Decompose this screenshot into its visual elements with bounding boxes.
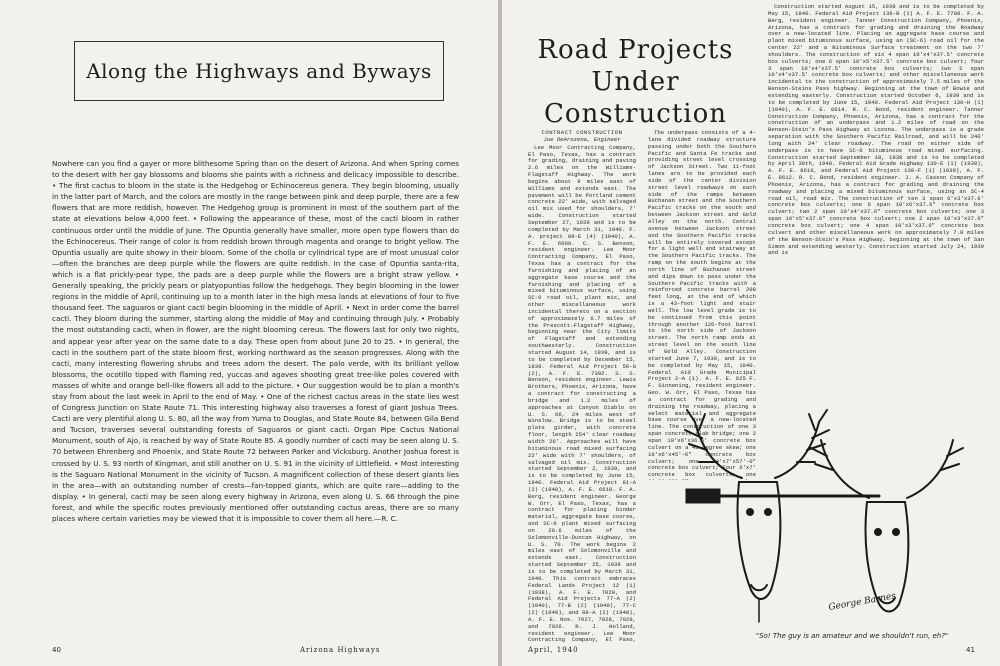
left-running-head: Arizona Highways (300, 646, 381, 654)
right-page-title (528, 34, 743, 130)
section-heading: CONTRACT CONSTRUCTION (541, 130, 623, 136)
left-title-box (74, 41, 444, 101)
title-line-1: Road Projects Under (537, 35, 734, 97)
left-moose (685, 410, 829, 622)
title-line-2: Construction (544, 99, 727, 129)
right-running-head: April, 1940 (528, 646, 579, 654)
cartoon-signature: George Barnes (827, 591, 897, 613)
highways-byways-article: Nowhere can you find a gayer or more blithesome Spring than on the desert of Arizona. And when Spring comes to the desert with her gay blossoms and blooms she paints with a richness and delicacy impossible to describe. • The first cactus to bloom in the state is the Hedgehog or Echinocereus genera. They begin blooming, usually in the latter part of March, and the colors are mostly in the range between pink and deep purple, there are a few flowers that are more reddish, however. The Hedgehog group is prominent in most of the southern part of the state at elevations below 4,000 feet. • Following the appearance of these, most of the cacti bloom in rather continuous order until the middle of June. The Opuntia generally have smaller, more open type flowers than do the Echinocereus. Their range of color is from reddish brown through magenta and orange to bright yellow. The Opuntia usually are quite showy in their bloom. Some of the cholla or cylindrical type are of most unusual color—often the branches are deep purple while the flowers are quite reddish. In the case of Opuntia santa-rita, which is a flat prickly-pear type, the pads are a deep purple while the flowers are a bright straw yellow. • Generally speaking, the prickly pears or platyopuntias follow the hedgehogs. They begin blooming in the lower regions in the middle of April, continuing up to a month later in the high mesa lands at elevations of four to five thousand feet. The saguaros or giant cacti begin blooming in the middle of April. • Next in order come the barrel cacti. They bloom during the summer, starting along the middle of May and continuing through July. • Probably the most outstanding cacti, when in flower, are the night blooming cereus. The flowers last for only two nights, and appear year after year on the same date to a day. These open from about June 20 to 25. • In general, the cacti in the southern part of the state bloom first, working northward as the season progresses. Along with the cacti, many interesting flowering shrubs and trees adorn the desert. The palo verde, with its brilliant yellow blossoms, the ocotillo tipped with flaming red, yuccas and agaves shooting great tree-like poles covered with masses of white and orange bell-like flowers all add to the picture. • Our suggestion would be to plan a month's stay from about the last week in April to the end of May. • One of the richest cactus areas in the state lies west of Congress Junction on State Route 71. This interesting highway also traverses a forest of giant Joshua Trees. Cacti are very plentiful along U. S. 80, all the way from Yuma to Douglas, and State Route 84, between Gila Bend and Tucson, traverses several outstanding forests of Saguaros or giant cacti. Organ Pipe Cactus National Monument, south of Ajo, is reached by way of State Route 85. A goodly number of cacti may be seen along U. S. 70 between Ehrenberg and Phoenix, and State Route 72 between Parker and Vicksburg. Another Joshua forest is crossed by U. S. 93 north of Kingman, and still another on U. S. 91 in the vicinity of Littlefield. • Most interesting is the Saguaro National Monument in the vicinity of Tucson. A magnificent collection of these desert giants lies in the area—with an outstanding number of crests—fan-topped giants, which are quite rare—adding to the display. • In general, cacti may be seen along every highway in Arizona, even along U. S. 66 through the pine forest, and while the specific routes previously mentioned offer outstanding cactus areas, there are so many places where certain varieties may be viewed that it is impossible to cover them all here.—R. C. (52, 159, 459, 523)
right-moose (811, 440, 963, 612)
column-1-text: Lee Moor Contracting Company, El Paso, Texas, has a contract for grading, draining and paving 2.6 miles on the Williams-Flagstaff Highway. The work begins about 9 miles east of Williams and extends east. The pavement will be Portland cement concrete 22' wide, with salvaged oil mix used for shoulders, 7' wide. Construction started September 27, 1939 and is to be completed by March 31, 1940. F. A. project 89-E (4) (1940), A. F. E. 6609. C. S. Benson, resident engineer. Lee Moor Contracting Company, El Paso, Texas has a contract for the furnishing and placing of an aggregate base course and the furnishing and placing of a mixed bituminous surface, using SC-6 road oil, plant mix, and other miscellaneous work incidental thereto on a section of approximately 6.7 miles of the Prescott-Flagstaff Highway, beginning near the City limits of Flagstaff and extending southwesterly. Construction started August 14, 1939, and is to be completed by December 15, 1939. Federal Aid Project 56-G (2), A. F. E. 7302. S. S. Benson, resident engineer. Lewis Brothers, Phoenix, Arizona, have a contract for constructing a bridge and 1.2 miles of approaches at Canyon Diablo on U. S. 66, 24 miles west of Winslow. Bridge is to be steel plate girder, with concrete floor, length 254' clear roadway width 26'. Approaches will have bituminous road mixed surfacing 22' wide with 7' shoulders, of salvaged oil mix. Construction started September 2, 1939, and is to be completed by June 15, 1940. Federal Aid Project 81-A (2) (1940), A. F. E. 6610. F. A. Berg, resident engineer. George W. Orr, El Paso, Texas, has a contract for placing binder material, aggregate base course, and SC-6 plant mixed surfacing on 20.6 miles of the Solomonville-Duncan Highway, on U. S. 70. The work begins 2 miles east of Solomonville and extends east. Construction started September 25, 1939 and is to be completed by March 31, 1940. This contract embraces Federal Lands Project 12 (1) (1938), A. F. E. 7020, and Federal Aid Projects 77-A (2) (1940), 77-B (2) (1940), 77-C (2) (1940), and 88-A (2) (1940), A. F. E. Nos. 7027, 7028, 7029, and 7026. R. J. Holland, resident engineer. Lee Moor Contracting Company, El Paso, (528, 143, 636, 642)
byline: Joe DeArozena, Engineer (543, 135, 621, 143)
column-2-text: The underpass consists of a 4-lane divided roadway structure passing under both the Southern Pacific and Santa Fe tracks and providing street level crossing of Jackson Street. Two 11-foot lanes are to be provided each side of the center division street level roadways on each side of the ramps between Buchanan street and the Southern Pacific tracks on the south and between Jackson street and Gold Alley on the north. Central avenue between Jackson street and the Southern Pacific tracks will be entirely covered except for a light well and stairway at the Southern Pacific tracks. The ramp on the south begins at the north line of Buchanan street and dips down to pass under the Southern Pacific tracks with a reinforced concrete barrel 208 feet long, at the end of which is a 43-foot light and stair well. The low level grade is to be continued from this point through another 126-foot barrel to the north side of Jackson street. The north ramp ends at street level on the south line of Gold Alley. Construction started June 7, 1939, and is to be completed by May 15, 1940. Federal Aid Grade Municipal Project 2-A (1). A. F. E. 625 F. F. Ginnening, resident engineer. Geo. W. Orr, El Paso, Texas has a contract for grading and draining the roadway, placing a select material and aggregate base course over a new-located line. The construction of one 3 span concrete slab bridge; one 2 span 10'x6'x36.6' concrete box culvert on a 45 degree skew; one 10'x6'x45'-6" concrete box culvert; one 10'x7'x57'-0" concrete box culvert; Four 6'x7' concrete box culverts; one (648, 130, 756, 479)
rifle (687, 490, 879, 502)
column-3-text: Construction started August 15, 1939 and is to be completed by May 15, 1940. Federal Aid Project 136-B (1) A. F. E. 7708. F. A. Berg, resident engineer. Tanner Construction Company, Phoenix, Arizona, has a contract for grading and draining the Roadway over a new-located line. Placing an aggregate base course and plant mixed bituminous surface, using an (SC-6) road oil for the center 22' and a Bituminous Surface treatment on the two 7' shoulders. The construction of six 4 span 10'x4'x37.5' concrete box culverts; one 6 span 10'x5'x37.5' concrete box culvert; four 3 span 10'x4'x37.5' concrete box culverts; two 2 span 10'x4'x37.5' concrete box culverts; and other miscellaneous work incidental to the construction of approximately 7.5 miles of the Benson-Steins Pass highway. Beginning at the town of Bowie and extending easterly. Construction started October 6, 1939 and is to be completed by June 15, 1940. Federal Aid Project 130-H (1) (1940), A. F. E. 8614. R. C. Bond, resident engineer. Tanner Construction Company, Phoenix, Arizona, has a contract for the construction of an underpass and 1.2 miles of road on the Benson-Stein's Pass Highway at Lozona. The underpass is a grade separation with the Southern Pacific Railroad, and will be 240' long with 24' clear roadway. The road on either side of underpass is to have SC-6 bituminous road mixed surfacing. Construction started September 18, 1939 and is to be completed by April 30th, 1940. Federal Aid Grade Highway 130-E (1) (1939), A. F. E. 8610, and Federal Aid Project 130-F (1) (1939), A. F. E. 8612. R. C. Bond, resident engineer. J. A. Casson Company of Phoenix, Arizona, has a contract for grading and draining the roadway and placing a mixed bituminous surface, using an SC-4 road oil, road mix. The construction of ten 3 span 6'x3'x37.6' concrete box culverts; one 6 span 10'x6'x37.6" concrete box culvert; two 2 span 10'x4'x37.6" concrete box culverts; one 3 span 10'x5'x37.6" concrete box culvert; one 2 span 10'x3'x37.6" concrete box culvert; one 4 span 10'x3'x37.6" concrete box culvert and other miscellaneous work on approximately 7.9 miles of the Benson-Stein's Pass Highway, beginning at the town of San Simon and extending westerly. Construction started July 24, 1939 and is (768, 4, 984, 257)
left-page-title: Along the Highways and Byways (86, 59, 432, 83)
right-page (502, 0, 1000, 666)
cartoon-caption: "So! The guy is an amateur and we shouldn't run, eh?" (755, 632, 949, 640)
right-page-number: 41 (966, 646, 975, 654)
article-column-1 (528, 130, 636, 642)
left-page-number: 40 (52, 646, 61, 654)
article-column-3 (768, 4, 984, 366)
moose-cartoon (647, 400, 977, 628)
left-page (0, 0, 498, 666)
